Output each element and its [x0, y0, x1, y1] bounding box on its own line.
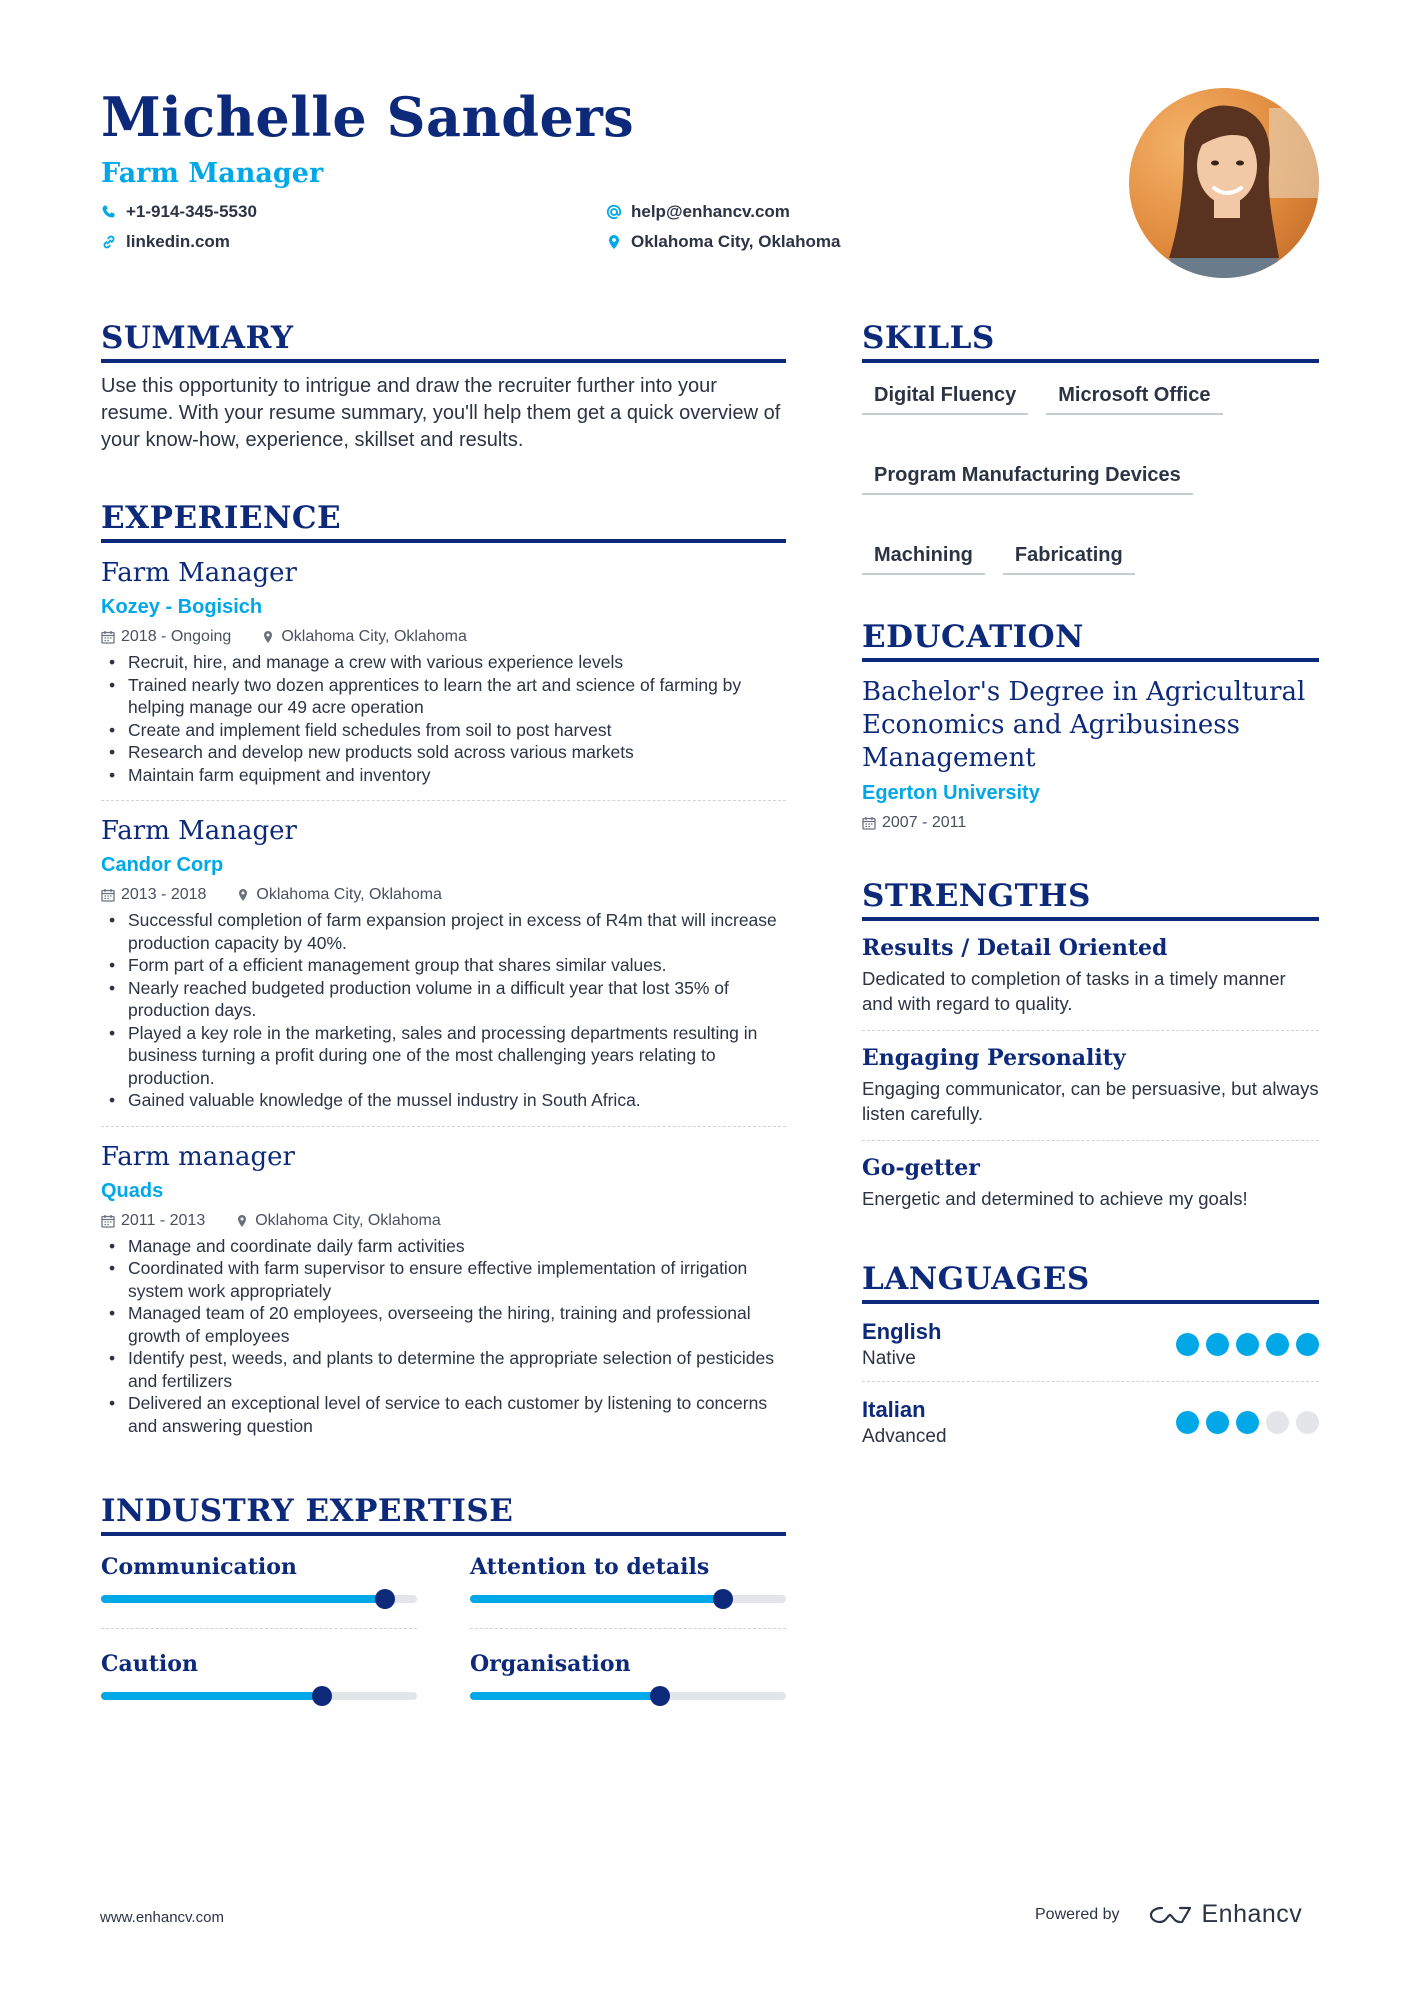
job-title: Farm manager [101, 1141, 295, 1172]
job-dates: 2013 - 2018 [121, 886, 207, 903]
expertise-bar-knob [650, 1686, 670, 1706]
job-bullet: • Manage and coordinate daily farm activities [101, 1235, 786, 1258]
experience-section [101, 498, 786, 1451]
strength-title: Results / Detail Oriented [862, 935, 1168, 961]
language-rating [1176, 1411, 1319, 1434]
expertise-item [101, 1649, 417, 1725]
job-dates: 2018 - Ongoing [121, 628, 232, 645]
email-text: help@enhancv.com [631, 201, 790, 221]
rating-dot [1206, 1333, 1229, 1356]
language-item [862, 1382, 1319, 1459]
location-pin-icon [236, 888, 250, 902]
profile-photo [1129, 88, 1319, 278]
expertise-bar [101, 1692, 417, 1700]
calendar-icon [101, 888, 115, 902]
location-text: Oklahoma City, Oklahoma [631, 231, 841, 251]
job-title: Farm Manager [101, 558, 297, 588]
school-name: Egerton University [862, 782, 1040, 804]
job-bullets [101, 651, 786, 786]
footer-brand: Enhancv [1201, 1900, 1303, 1928]
footer-website[interactable]: www.enhancv.com [100, 1909, 224, 1926]
job-meta [101, 1210, 786, 1232]
skills-section [862, 318, 1319, 575]
expertise-bar [101, 1595, 417, 1603]
job-bullet: • Gained valuable knowledge of the mussel industry in South Africa. [101, 1089, 786, 1112]
link-icon [101, 234, 117, 250]
expertise-bar-fill [470, 1595, 723, 1603]
resume-header [101, 82, 861, 253]
skill-tag: Machining [862, 535, 985, 575]
company-name: Candor Corp [101, 854, 224, 876]
expertise-item [470, 1552, 786, 1629]
strength-desc: Dedicated to completion of tasks in a timely manner and with regard to quality. [862, 968, 1286, 1014]
degree-title: Bachelor's Degree in Agricultural Economics and Agribusiness Management [862, 677, 1306, 773]
language-name: Italian [862, 1397, 926, 1422]
expertise-item [470, 1649, 786, 1725]
contact-email[interactable] [606, 200, 906, 223]
languages-section [862, 1259, 1319, 1459]
location-pin-icon [235, 1214, 249, 1228]
expertise-bar-knob [713, 1589, 733, 1609]
job-entry [101, 814, 786, 1127]
expertise-bar-knob [312, 1686, 332, 1706]
expertise-section [101, 1491, 786, 1725]
footer-branding [1035, 1900, 1302, 1929]
job-bullet: • Delivered an exceptional level of service to each customer by listening to concerns and answering question [101, 1392, 786, 1437]
at-icon [606, 204, 622, 220]
education-meta [862, 812, 1319, 834]
candidate-name: Michelle Sanders [101, 85, 635, 149]
powered-by-text: Powered by [1035, 1905, 1120, 1923]
company-name: Kozey - Bogisich [101, 596, 263, 618]
language-item [862, 1304, 1319, 1382]
rating-dot [1296, 1411, 1319, 1434]
rating-dot [1236, 1333, 1259, 1356]
linkedin-text: linkedin.com [126, 231, 230, 251]
expertise-bar-knob [375, 1589, 395, 1609]
job-meta [101, 626, 786, 648]
expertise-bar-fill [470, 1692, 660, 1700]
job-bullet: • Coordinated with farm supervisor to ensure effective implementation of irrigation system work appropriately [101, 1257, 786, 1302]
job-meta [101, 884, 786, 906]
expertise-label: Organisation [470, 1651, 631, 1677]
company-name: Quads [101, 1179, 164, 1202]
education-dates: 2007 - 2011 [882, 814, 967, 831]
job-entry [101, 556, 786, 801]
job-location: Oklahoma City, Oklahoma [281, 628, 467, 645]
expertise-item [101, 1552, 417, 1629]
skill-tag: Fabricating [1003, 535, 1135, 575]
strength-title: Go-getter [862, 1155, 980, 1181]
left-column [101, 318, 786, 1769]
language-rating [1176, 1333, 1319, 1356]
contact-linkedin[interactable] [101, 230, 606, 253]
strength-item [862, 1141, 1319, 1225]
education-heading: EDUCATION [862, 617, 1319, 662]
strength-item [862, 921, 1319, 1031]
skill-tag: Program Manufacturing Devices [862, 455, 1193, 495]
contact-phone[interactable] [101, 200, 606, 223]
languages-heading: LANGUAGES [862, 1259, 1319, 1304]
expertise-bar-fill [101, 1692, 322, 1700]
expertise-label: Attention to details [470, 1554, 710, 1580]
job-bullet: • Identify pest, weeds, and plants to determine the appropriate selection of pesticides and fertilizers [101, 1347, 786, 1392]
job-bullet: • Form part of a efficient management group that shares similar values. [101, 954, 786, 977]
skills-list [862, 375, 1319, 575]
language-level: Advanced [862, 1426, 947, 1447]
rating-dot [1266, 1333, 1289, 1356]
job-bullet: • Research and develop new products sold across various markets [101, 741, 786, 764]
job-location: Oklahoma City, Oklahoma [255, 1211, 441, 1229]
job-bullets [101, 909, 786, 1112]
expertise-label: Caution [101, 1651, 198, 1677]
location-pin-icon [606, 234, 622, 250]
summary-heading: SUMMARY [101, 318, 786, 363]
experience-heading: EXPERIENCE [101, 498, 786, 543]
calendar-icon [862, 816, 876, 830]
expertise-bar-fill [101, 1595, 385, 1603]
job-bullet: • Managed team of 20 employees, overseeing the hiring, training and professional growth of employees [101, 1302, 786, 1347]
strength-desc: Energetic and determined to achieve my goals! [862, 1188, 1248, 1209]
job-bullets [101, 1235, 786, 1438]
rating-dot [1206, 1411, 1229, 1434]
rating-dot [1176, 1333, 1199, 1356]
rating-dot [1296, 1333, 1319, 1356]
job-bullet: • Maintain farm equipment and inventory [101, 764, 786, 787]
phone-text: +1-914-345-5530 [126, 201, 257, 221]
language-level: Native [862, 1348, 916, 1369]
expertise-grid [101, 1552, 786, 1725]
job-location: Oklahoma City, Oklahoma [256, 886, 442, 903]
job-bullet: • Trained nearly two dozen apprentices to learn the art and science of farming by helping manage our 49 acre operation [101, 674, 786, 719]
strengths-section [862, 876, 1319, 1225]
job-dates: 2011 - 2013 [121, 1211, 206, 1229]
job-bullet: • Create and implement field schedules from soil to post harvest [101, 719, 786, 742]
strength-title: Engaging Personality [862, 1045, 1126, 1071]
rating-dot [1236, 1411, 1259, 1434]
rating-dot [1266, 1411, 1289, 1434]
right-column [862, 318, 1319, 1503]
expertise-bar [470, 1692, 786, 1700]
skill-tag: Microsoft Office [1046, 375, 1222, 415]
job-title: Farm Manager [101, 816, 297, 846]
contact-location [606, 230, 906, 253]
rating-dot [1176, 1411, 1199, 1434]
job-bullet: • Nearly reached budgeted production volume in a difficult year that lost 35% of production days. [101, 977, 786, 1022]
expertise-heading: INDUSTRY EXPERTISE [101, 1491, 786, 1536]
language-name: English [862, 1319, 942, 1344]
summary-section [101, 318, 786, 454]
phone-icon [101, 204, 117, 220]
job-entry [101, 1140, 786, 1452]
enhancv-logo-icon [1148, 1904, 1192, 1926]
strength-item [862, 1031, 1319, 1141]
job-bullet: • Successful completion of farm expansion project in excess of R4m that will increase production capacity by 40%. [101, 909, 786, 954]
calendar-icon [101, 630, 115, 644]
job-bullet: • Recruit, hire, and manage a crew with various experience levels [101, 651, 786, 674]
education-section [862, 617, 1319, 834]
strength-desc: Engaging communicator, can be persuasive, but always listen carefully. [862, 1078, 1319, 1124]
contact-info [101, 200, 861, 253]
strengths-heading: STRENGTHS [862, 876, 1319, 921]
expertise-bar [470, 1595, 786, 1603]
skill-tag: Digital Fluency [862, 375, 1028, 415]
calendar-icon [101, 1214, 115, 1228]
summary-text: Use this opportunity to intrigue and draw the recruiter further into your resume. With your resume summary, you'll help them get a quick overview of your know-how, experience, skillset and results. [101, 375, 781, 451]
job-bullet: • Played a key role in the marketing, sales and processing departments resulting in business turning a profit during one of the most challenging years relating to production. [101, 1022, 786, 1090]
candidate-title: Farm Manager [101, 158, 324, 189]
expertise-label: Communication [101, 1554, 297, 1580]
skills-heading: SKILLS [862, 318, 1319, 363]
location-pin-icon [261, 630, 275, 644]
